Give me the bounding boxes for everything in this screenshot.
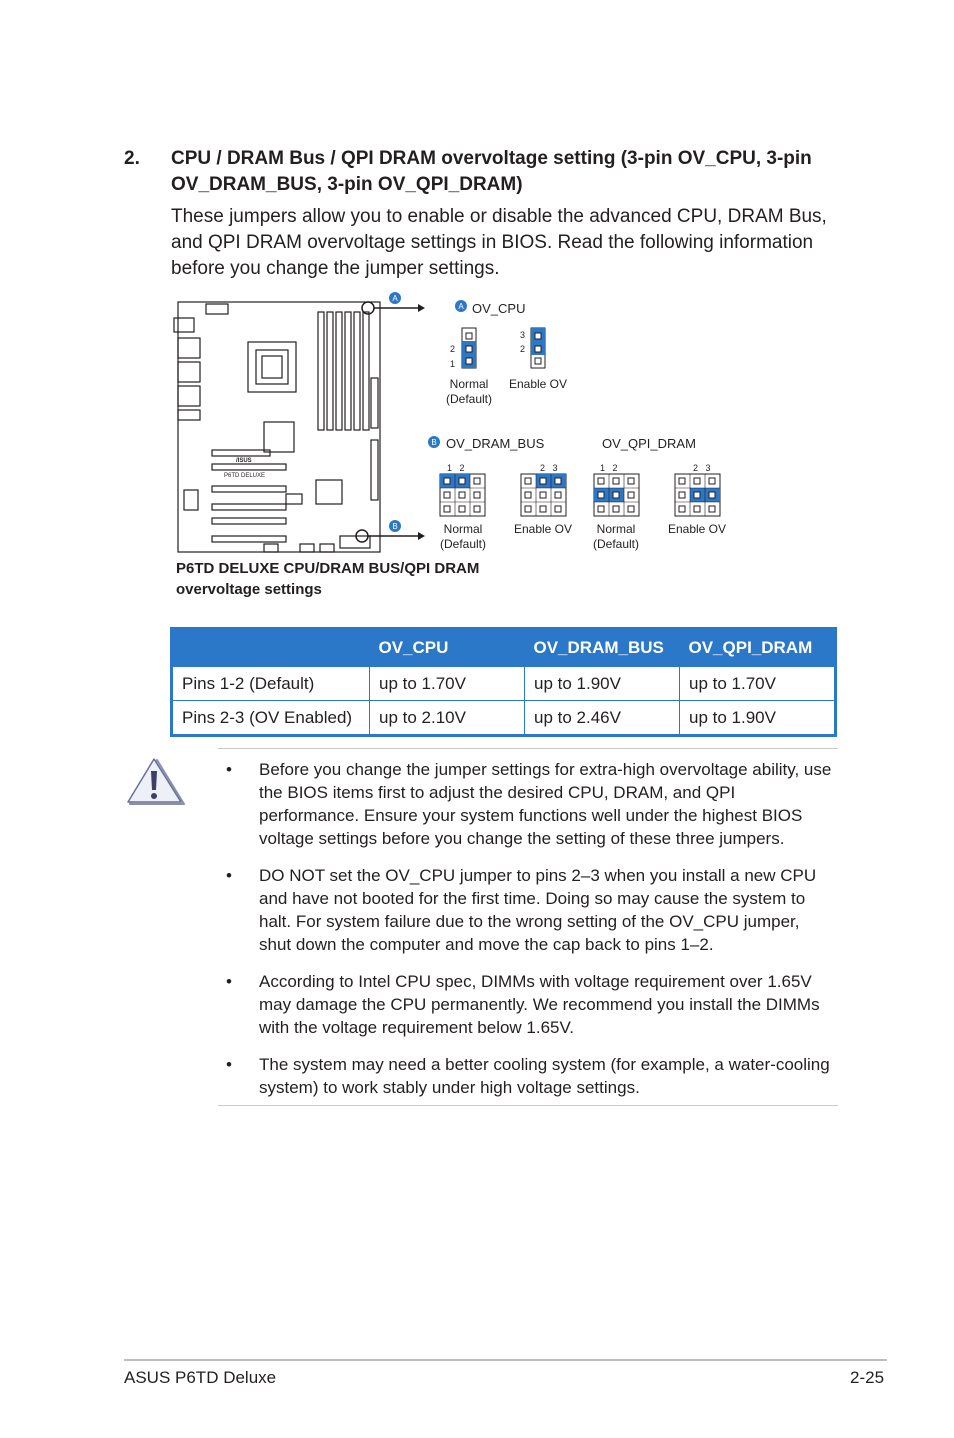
ov-cpu-badge-text: A: [458, 302, 464, 311]
bullet-1: •: [226, 760, 232, 779]
ov-dram-default-label: (Default): [439, 537, 487, 551]
table-cell: Pins 2-3 (OV Enabled): [172, 701, 370, 736]
jumper-pin: [555, 506, 561, 512]
table-row: [172, 701, 836, 736]
notes-bottom-rule: [218, 1105, 838, 1106]
header-cell: OV_QPI_DRAM: [680, 629, 836, 667]
ov-dram-normal-label: Normal: [443, 522, 483, 536]
jumper-pin: [709, 492, 715, 498]
table-header-row: [172, 629, 836, 667]
jumper-pin: [459, 506, 465, 512]
diagram-caption: [176, 558, 479, 600]
ov-dram-normal-pins: 1 2: [447, 463, 465, 473]
voltage-table: [170, 627, 837, 737]
header-cell: [172, 629, 370, 667]
jumper-pin: [679, 492, 685, 498]
warning-triangle-icon: [126, 757, 186, 807]
header-cell: OV_CPU: [370, 629, 525, 667]
jumper-pin: [540, 478, 546, 484]
jumper-pin: [628, 478, 634, 484]
ov-cpu-normal-pin-2: 2: [449, 344, 455, 354]
jumper-pin: [555, 478, 561, 484]
table-cell: up to 2.46V: [525, 701, 680, 736]
ov-cpu-enable-pin-3: 3: [519, 330, 525, 340]
footer-product: ASUS P6TD Deluxe: [124, 1368, 277, 1387]
table-cell: up to 2.10V: [370, 701, 525, 736]
table-cell: up to 1.70V: [370, 667, 525, 701]
intro-paragraph: These jumpers allow you to enable or disable the advanced CPU, DRAM Bus, and QPI DRAM overvoltage settings in BIOS. Read the following information before you change the jumper settings.: [171, 206, 827, 279]
motherboard-outline: [174, 302, 380, 552]
section-number: 2.: [124, 148, 140, 169]
jumper-pin: [598, 506, 604, 512]
jumper-pin: [459, 492, 465, 498]
ov-cpu-enable-label: Enable OV: [508, 377, 568, 391]
ov-cpu-normal-pin-1: 1: [449, 359, 455, 369]
note-item-3: According to Intel CPU spec, DIMMs with voltage requirement over 1.65V may damage the CPU permanently. We recommend you install the DIMMs with the voltage requirement below 1.65V.: [259, 972, 820, 1037]
jumper-pin: [540, 506, 546, 512]
jumper-pin: [694, 478, 700, 484]
table-cell: up to 1.90V: [525, 667, 680, 701]
jumper-pin: [694, 506, 700, 512]
arrow-b-icon: [418, 532, 425, 540]
marker-a-text: A: [392, 294, 398, 303]
ov-qpi-dram-title: OV_QPI_DRAM: [602, 436, 696, 451]
table-cell: up to 1.90V: [680, 701, 836, 736]
jumper-pin: [613, 506, 619, 512]
bullet-3: •: [226, 972, 232, 991]
section-title: CPU / DRAM Bus / QPI DRAM overvoltage setting (3-pin OV_CPU, 3-pin OV_DRAM_BUS, 3-pin OV_QPI_DRAM): [171, 148, 812, 195]
jumper-pin: [694, 492, 700, 498]
note-item-4: The system may need a better cooling system (for example, a water-cooling system) to work stably under high voltage settings.: [259, 1055, 830, 1097]
ov-qpi-default-label: (Default): [592, 537, 640, 551]
ov-dram-bus-title: OV_DRAM_BUS: [446, 436, 545, 451]
arrow-a-icon: [418, 304, 425, 312]
jumper-pin: [525, 478, 531, 484]
ov-cpu-title: OV_CPU: [472, 301, 526, 316]
table-cell: up to 1.70V: [680, 667, 836, 701]
jumper-pin: [474, 492, 480, 498]
note-item-2: DO NOT set the OV_CPU jumper to pins 2–3 when you install a new CPU and have not booted for the first time. Doing so may cause the system to halt. For system failure due to the wrong setting of the OV_CPU jumper, shut down the computer and move the cap back to pins 1–2.: [259, 866, 817, 954]
table-row: [172, 667, 836, 701]
ov-cpu-default-label: (Default): [445, 392, 493, 406]
ov-cpu-normal-label: Normal: [449, 377, 489, 391]
jumper-pin: [598, 492, 604, 498]
bullet-2: •: [226, 866, 232, 885]
ov-dram-enable-pins: 2 3: [540, 463, 558, 473]
jumper-pin: [709, 478, 715, 484]
jumper-pin: [598, 478, 604, 484]
header-cell: OV_DRAM_BUS: [525, 629, 680, 667]
bullet-4: •: [226, 1055, 232, 1074]
jumper-pin: [628, 506, 634, 512]
ov-qpi-normal-pins: 1 2: [600, 463, 618, 473]
jumper-pin: [679, 478, 685, 484]
footer-rule: [124, 1359, 887, 1361]
ov-qpi-enable-pins: 2 3: [693, 463, 711, 473]
marker-b-text: B: [392, 522, 398, 531]
table-cell: Pins 1-2 (Default): [172, 667, 370, 701]
jumper-pin: [540, 492, 546, 498]
jumper-pin: [709, 506, 715, 512]
caption-line-1: P6TD DELUXE CPU/DRAM BUS/QPI DRAM: [176, 560, 480, 577]
ov-cpu-normal-jumper: [462, 328, 476, 368]
ov-qpi-normal-label: Normal: [596, 522, 636, 536]
jumper-pin: [613, 492, 619, 498]
ov-dram-enable-label: Enable OV: [513, 522, 573, 536]
note-item-1: Before you change the jumper settings for extra-high overvoltage ability, use the BIOS items first to adjust the desired CPU, DRAM, and QPI performance. Ensure your system functions well under the highest BIOS voltage settings before you change the setting of these three jumpers.: [259, 760, 832, 848]
jumper-pin: [613, 478, 619, 484]
ov-qpi-enable-label: Enable OV: [667, 522, 727, 536]
jumper-pin: [444, 506, 450, 512]
jumper-pin: [525, 492, 531, 498]
jumper-pin: [555, 492, 561, 498]
ov-cpu-enable-pin-2: 2: [519, 344, 525, 354]
brand-label: /ISUS: [236, 458, 252, 464]
jumper-diagram: [0, 290, 954, 560]
ov-cpu-enable-jumper: [531, 328, 545, 368]
jumper-pin: [628, 492, 634, 498]
jumper-pin: [474, 478, 480, 484]
ov-dram-badge-text: B: [431, 438, 437, 447]
page-number: 2-25: [850, 1368, 885, 1387]
jumper-pin: [474, 506, 480, 512]
jumper-pin: [459, 478, 465, 484]
jumper-pin: [525, 506, 531, 512]
caption-line-2: overvoltage settings: [176, 581, 322, 598]
jumper-pin: [444, 478, 450, 484]
notes-top-rule: [218, 748, 838, 749]
jumper-pin: [444, 492, 450, 498]
jumper-pin: [679, 506, 685, 512]
board-label: P6TD DELUXE: [224, 473, 266, 479]
